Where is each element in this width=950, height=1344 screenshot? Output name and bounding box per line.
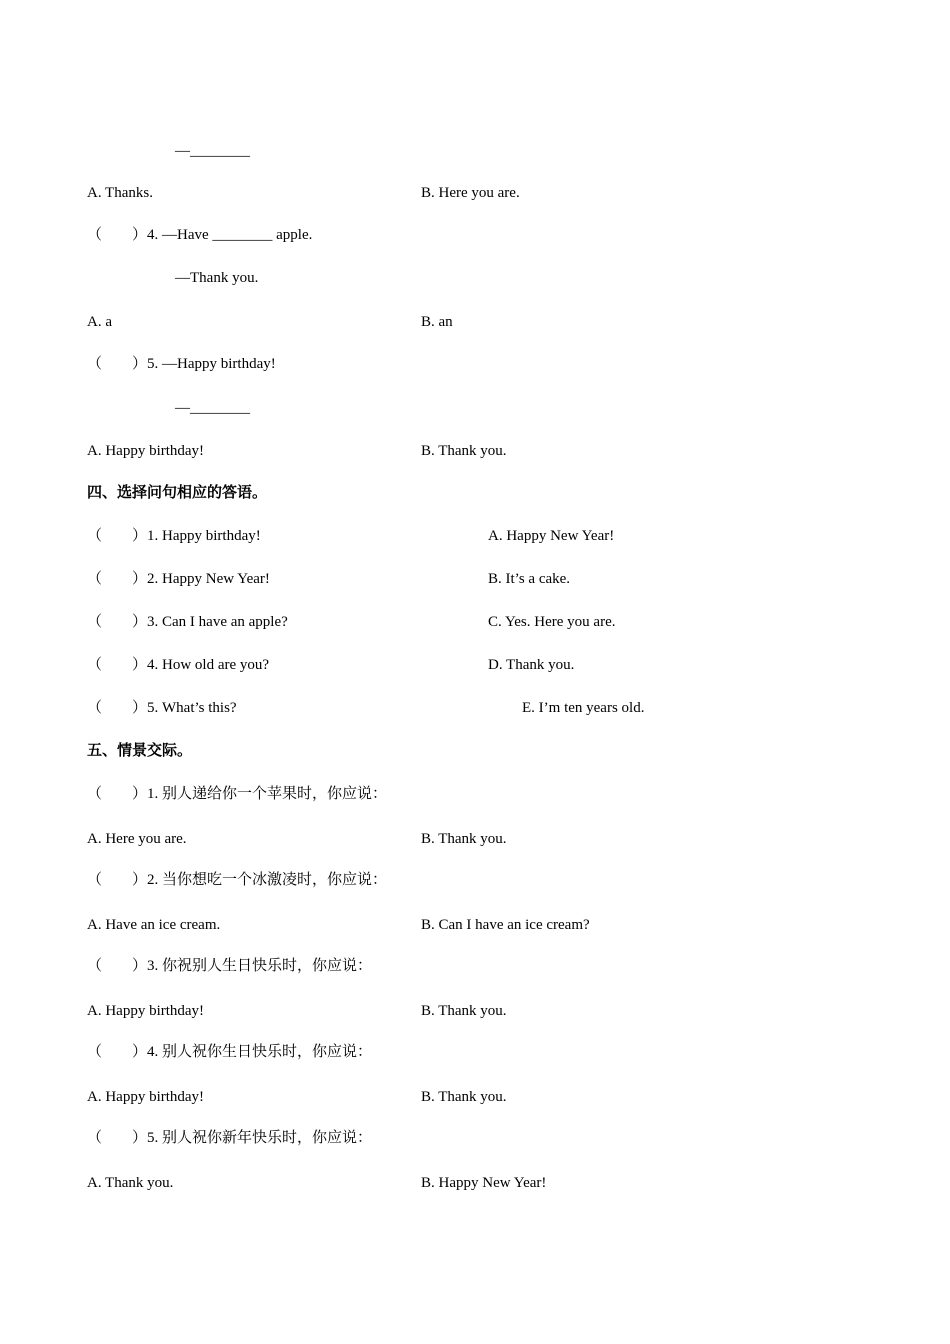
s5-option-a: A. Happy birthday! (87, 1089, 205, 1105)
s5-question: （ ）4. 别人祝你生日快乐时，你应说： (87, 1044, 373, 1060)
q4-prompt: （ ）4. —Have ________ apple. (87, 227, 313, 243)
q3-option-a: A. Thanks. (87, 185, 153, 201)
s5-question: （ ）1. 别人递给你一个苹果时，你应说： (87, 786, 388, 802)
q3-reply-blank: —________ (175, 143, 250, 159)
s5-option-a: A. Thank you. (87, 1175, 174, 1191)
q5-option-b: B. Thank you. (421, 443, 507, 459)
s5-option-b: B. Can I have an ice cream? (421, 917, 590, 933)
q4-reply: —Thank you. (175, 270, 259, 286)
q5-option-a: A. Happy birthday! (87, 443, 205, 459)
s4-question: （ ）3. Can I have an apple? (87, 614, 288, 630)
s5-option-b: B. Thank you. (421, 831, 507, 847)
s5-question: （ ）2. 当你想吃一个冰激凌时，你应说： (87, 872, 388, 888)
s5-option-b: B. Thank you. (421, 1089, 507, 1105)
s4-answer: E. I’m ten years old. (522, 700, 645, 716)
s4-question: （ ）1. Happy birthday! (87, 528, 261, 544)
s5-option-a: A. Happy birthday! (87, 1003, 205, 1019)
s4-question: （ ）2. Happy New Year! (87, 571, 270, 587)
s5-option-a: A. Here you are. (87, 831, 187, 847)
s4-answer: A. Happy New Year! (488, 528, 615, 544)
s4-answer: C. Yes. Here you are. (488, 614, 616, 630)
q4-option-b: B. an (421, 314, 453, 330)
s4-answer: B. It’s a cake. (488, 571, 571, 587)
s4-question: （ ）4. How old are you? (87, 657, 270, 673)
s5-question: （ ）3. 你祝别人生日快乐时，你应说： (87, 958, 373, 974)
q3-option-b: B. Here you are. (421, 185, 520, 201)
q5-prompt: （ ）5. —Happy birthday! (87, 356, 276, 372)
s5-question: （ ）5. 别人祝你新年快乐时，你应说： (87, 1130, 373, 1146)
s5-option-a: A. Have an ice cream. (87, 917, 221, 933)
q4-option-a: A. a (87, 314, 112, 330)
s5-option-b: B. Thank you. (421, 1003, 507, 1019)
q5-reply-blank: —________ (175, 400, 250, 416)
s4-question: （ ）5. What’s this? (87, 700, 237, 716)
section-4-heading: 四、选择问句相应的答语。 (87, 485, 268, 501)
section-5-heading: 五、情景交际。 (87, 743, 193, 759)
s4-answer: D. Thank you. (488, 657, 575, 673)
s5-option-b: B. Happy New Year! (421, 1175, 547, 1191)
